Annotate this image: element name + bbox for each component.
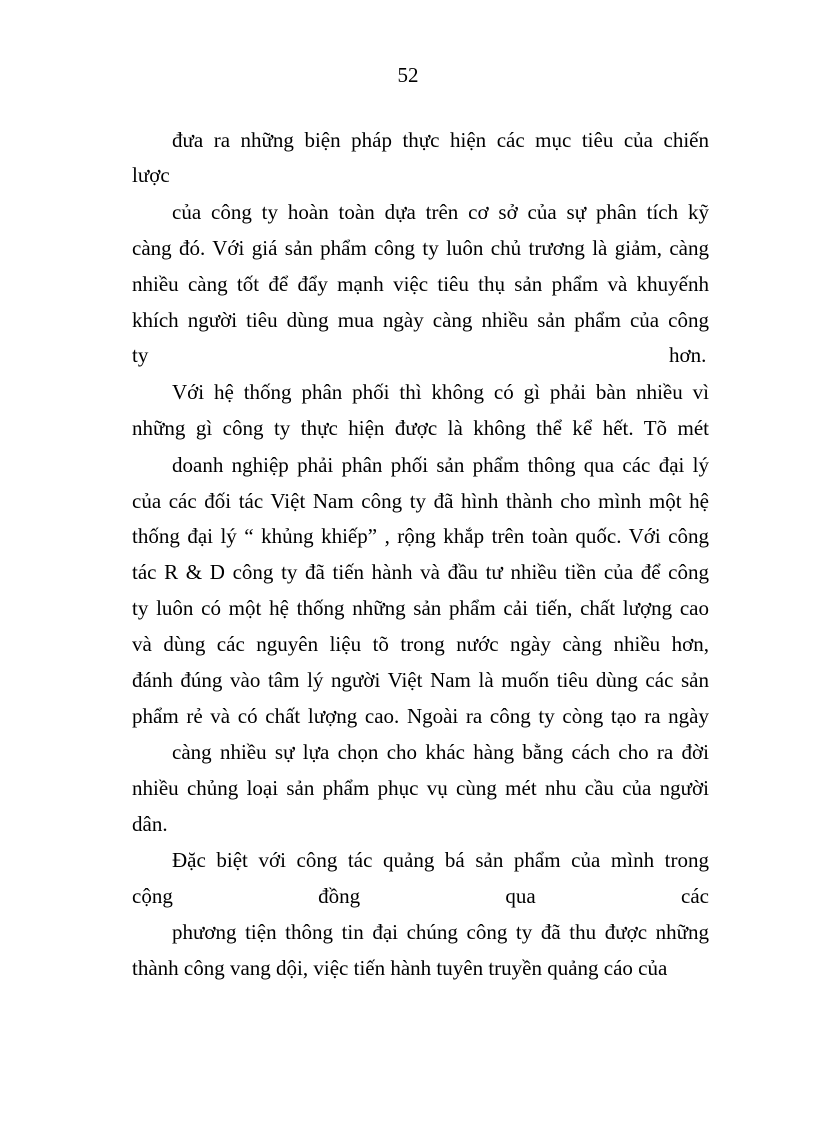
text-line: phẩm rẻ và có chất lượng cao. Ngoài ra công ty còng tạo ra ngày [132,704,709,728]
text-line: đánh đúng vào tâm lý người Việt Nam là muốn tiêu dùng các sản [132,668,709,692]
text-line: lược [132,163,170,187]
text-line: những gì công ty thực hiện được là không thể kể hết. Tõ mét [132,416,709,440]
text-line: của các đối tác Việt Nam công ty đã hình thành cho mình một hệ [132,489,709,513]
text-line: và dùng các nguyên liệu tõ trong nước ngày càng nhiều hơn, [132,632,709,656]
text-line: Với hệ thống phân phối thì không có gì phải bàn nhiều vì [172,380,709,404]
text-line: hơn. [669,343,707,367]
text-line: càng nhiều sự lựa chọn cho khác hàng bằng cách cho ra đời [172,740,709,764]
text-line: đưa ra những biện pháp thực hiện các mục tiêu của chiến [172,128,709,152]
text-line: nhiều chủng loại sản phẩm phục vụ cùng mét nhu cầu của người [132,776,709,800]
text-line: nhiều càng tốt để đẩy mạnh việc tiêu thụ sản phẩm và khuyếnh [132,272,709,296]
text-line: tác R & D công ty đã tiến hành và đầu tư nhiều tiền của để công [132,560,709,584]
text-line: ty [132,343,149,367]
text-line: càng đó. Với giá sản phẩm công ty luôn chủ trương là giảm, càng [132,236,709,260]
text-line: phương tiện thông tin đại chúng công ty đã thu được những [172,920,709,944]
text-line: dân. [132,812,168,836]
text-line: thành công vang dội, việc tiến hành tuyên truyền quảng cáo của [132,956,668,980]
text-line: doanh nghiệp phải phân phối sản phẩm thông qua các đại lý [172,453,709,477]
text-line: khích người tiêu dùng mua ngày càng nhiều sản phẩm của công [132,308,709,332]
page-number: 52 [397,63,419,87]
text-line: cộng đồng qua các [132,884,709,908]
text-line: thống đại lý “ khủng khiếp” , rộng khắp trên toàn quốc. Với công [132,524,709,548]
text-line: ty luôn có một hệ thống những sản phẩm cải tiến, chất lượng cao [132,596,709,620]
text-line: của công ty hoàn toàn dựa trên cơ sở của sự phân tích kỹ [172,200,709,224]
text-line: Đặc biệt với công tác quảng bá sản phẩm của mình trong [172,848,709,872]
